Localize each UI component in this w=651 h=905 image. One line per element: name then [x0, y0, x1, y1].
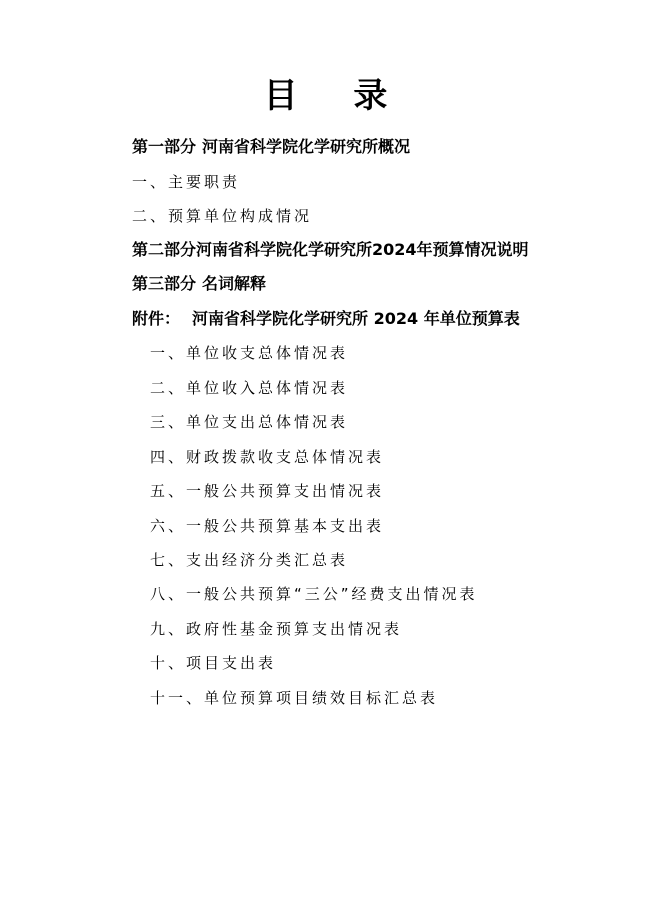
toc-table-item[interactable]: 十、项目支出表 — [150, 654, 277, 672]
toc-attachment-label: 附件： — [132, 309, 181, 328]
toc-table-item[interactable]: 五、一般公共预算支出情况表 — [150, 482, 385, 500]
toc-table-item[interactable]: 二、单位收入总体情况表 — [150, 379, 349, 397]
toc-table-item[interactable]: 八、一般公共预算“三公”经费支出情况表 — [150, 585, 478, 603]
toc-part-3[interactable] — [132, 272, 266, 296]
toc-part-3-label: 第三部分 — [132, 274, 197, 293]
toc-part-1-item-1[interactable]: 一、主要职责 — [132, 173, 241, 191]
toc-table-item[interactable]: 九、政府性基金预算支出情况表 — [150, 620, 403, 638]
toc-table-item[interactable]: 六、一般公共预算基本支出表 — [150, 517, 385, 535]
toc-part-2[interactable]: 第二部分河南省科学院化学研究所2024年预算情况说明 — [132, 240, 529, 259]
toc-table-item[interactable]: 七、支出经济分类汇总表 — [150, 551, 349, 569]
toc-part-1[interactable] — [132, 135, 410, 159]
toc-table-item[interactable]: 十一、单位预算项目绩效目标汇总表 — [150, 689, 439, 707]
toc-attachment-text: 河南省科学院化学研究所 2024 年单位预算表 — [192, 309, 520, 328]
toc-part-3-text: 名词解释 — [202, 274, 267, 293]
toc-attachment[interactable] — [132, 307, 520, 331]
toc-part-1-item-2[interactable]: 二、预算单位构成情况 — [132, 207, 313, 225]
toc-table-item[interactable]: 四、财政拨款收支总体情况表 — [150, 448, 385, 466]
toc-table-item[interactable]: 一、单位收支总体情况表 — [150, 344, 349, 362]
toc-part-1-label: 第一部分 — [132, 137, 197, 156]
toc-part-1-text: 河南省科学院化学研究所概况 — [202, 137, 411, 156]
toc-table-item[interactable]: 三、单位支出总体情况表 — [150, 413, 349, 431]
page-title: 目 录 — [263, 76, 410, 116]
